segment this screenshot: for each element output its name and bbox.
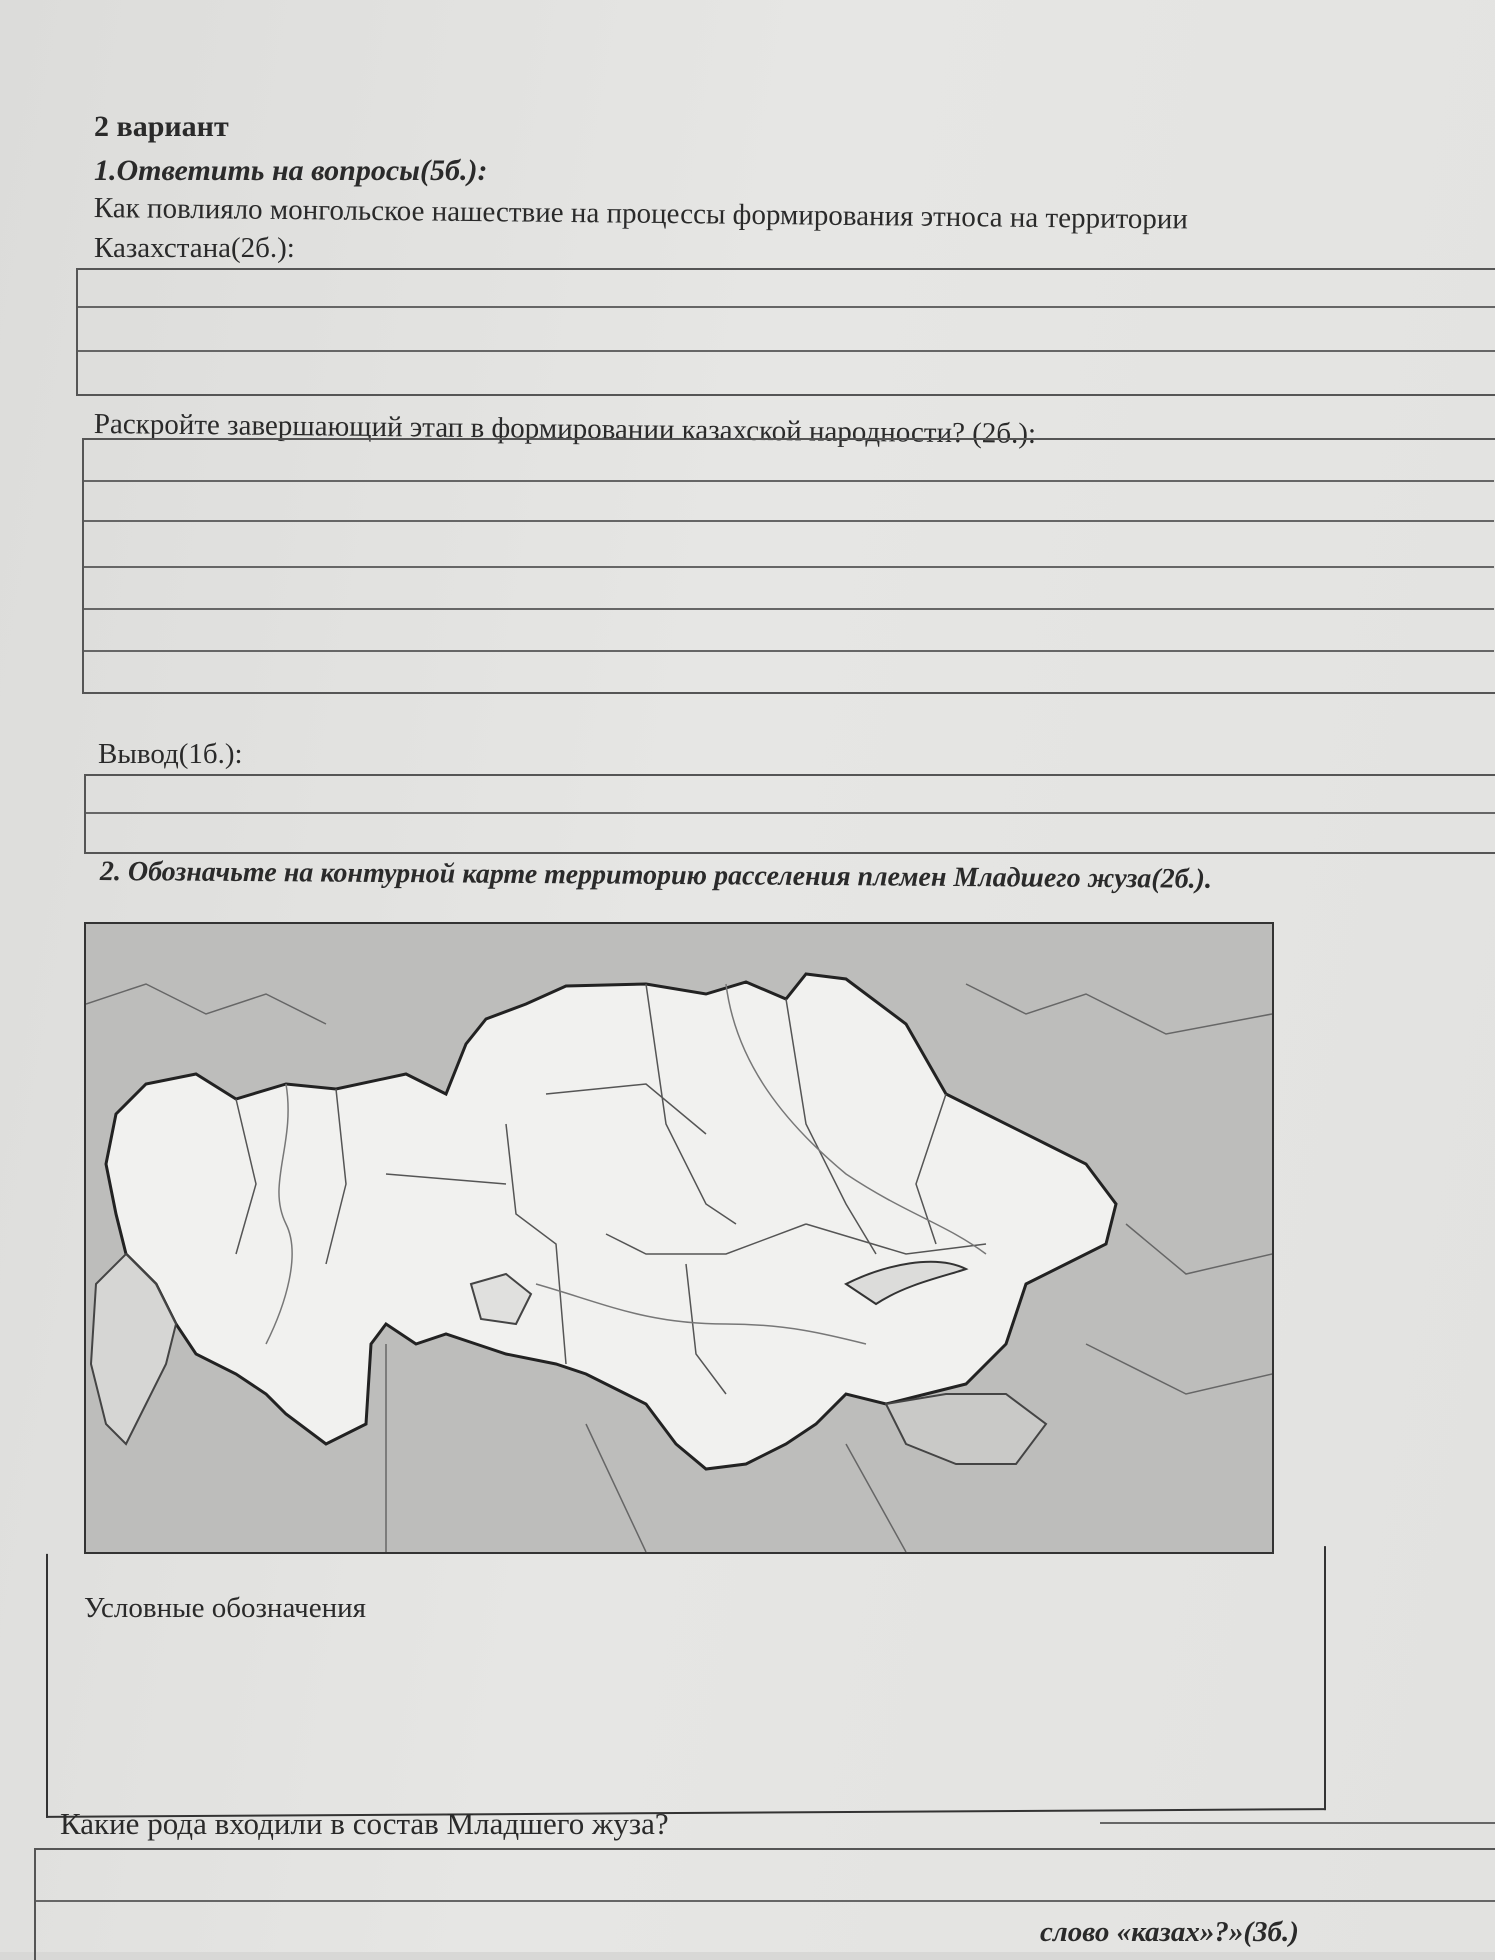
answer-line [84, 566, 1494, 568]
legend-box[interactable] [46, 1546, 1326, 1818]
task1-title: 1.Ответить на вопросы(5б.): [94, 154, 488, 187]
answer-line [1100, 1822, 1495, 1824]
contour-map[interactable] [84, 922, 1274, 1554]
legend-label: Условные обозначения [84, 1592, 366, 1624]
answer-line [36, 1900, 1495, 1902]
conclusion-box[interactable] [84, 774, 1495, 854]
answer-line [84, 650, 1494, 652]
answer-line [78, 350, 1495, 352]
answer-line [84, 520, 1494, 522]
question4-partial: слово «казах»?»(3б.) [1040, 1916, 1299, 1948]
map-drawing [86, 924, 1272, 1552]
answer-line [86, 812, 1495, 814]
answer-line [78, 306, 1495, 308]
variant-heading: 2 вариант [94, 110, 229, 143]
answer-line [84, 608, 1494, 610]
answer-box-1[interactable] [76, 268, 1495, 396]
task2-title: 2. Обозначьте на контурной карте территорию расселения племен Младшего жуза(2б.). [99, 856, 1213, 895]
question2: Раскройте завершающий этап в формировании казахской народности? (2б.): [93, 408, 1037, 450]
question1-line1: Как повлияло монгольское нашествие на процессы формирования этноса на территории [93, 192, 1189, 236]
question3: Какие рода входили в состав Младшего жуза? [60, 1806, 669, 1841]
conclusion-label: Вывод(1б.): [98, 738, 243, 770]
question1-line2: Казахстана(2б.): [94, 232, 295, 264]
answer-line [84, 480, 1494, 482]
